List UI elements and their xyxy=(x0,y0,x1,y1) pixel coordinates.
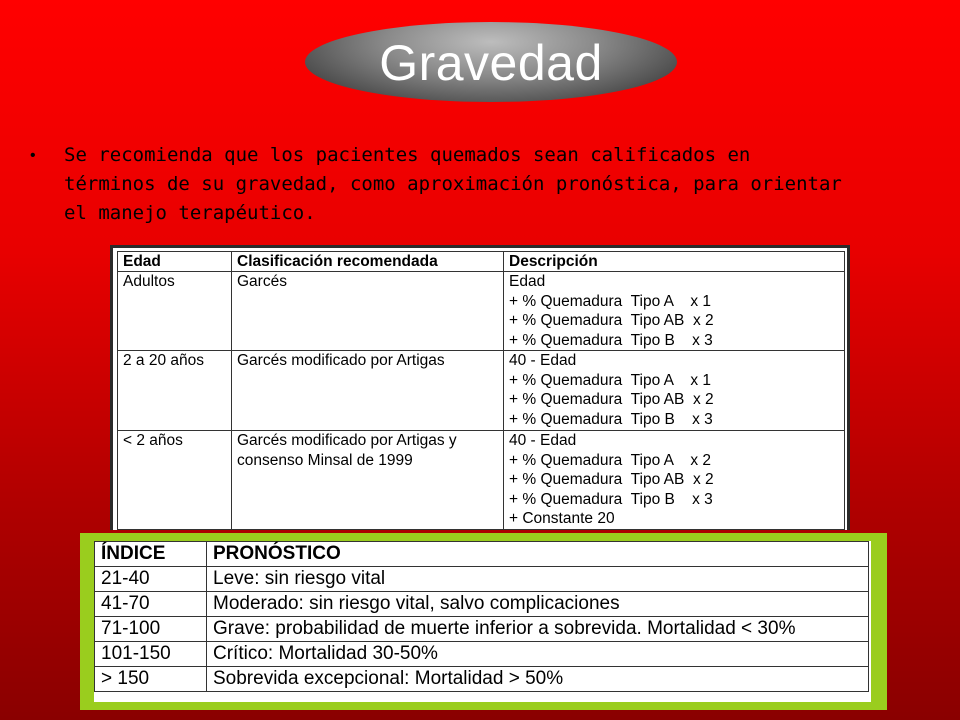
description-line: + % Quemadura Tipo A x 2 xyxy=(509,451,712,469)
column-header-clasificacion: Clasificación recomendada xyxy=(232,252,504,272)
description-line: 40 - Edad xyxy=(509,432,577,449)
description-line: + % Quemadura Tipo AB x 2 xyxy=(509,471,714,488)
cell-edad: 2 a 20 años xyxy=(118,351,232,431)
description-line: + % Quemadura Tipo A x 1 xyxy=(509,371,712,389)
cell-indice: 71-100 xyxy=(95,617,207,642)
description-line: + Constante 20 xyxy=(509,510,615,527)
table-row xyxy=(118,431,845,530)
bullet-marker: • xyxy=(30,147,36,164)
cell-descripcion xyxy=(504,431,845,530)
table-row xyxy=(95,667,869,692)
cell-edad: < 2 años xyxy=(118,431,232,530)
description-line: + % Quemadura Tipo B x 3 xyxy=(509,490,713,508)
cell-indice: 41-70 xyxy=(95,592,207,617)
cell-indice: > 150 xyxy=(95,667,207,692)
prognosis-table xyxy=(94,541,869,692)
column-header-pronostico: PRONÓSTICO xyxy=(207,542,869,567)
description-line: + % Quemadura Tipo AB x 2 xyxy=(509,312,714,329)
cell-pronostico: Moderado: sin riesgo vital, salvo complicaciones xyxy=(207,592,869,617)
cell-pronostico: Sobrevida excepcional: Mortalidad > 50% xyxy=(207,667,869,692)
prognosis-table-frame xyxy=(80,533,887,710)
table-header-row xyxy=(95,542,869,567)
table-row xyxy=(118,272,845,351)
description-line: + % Quemadura Tipo B x 3 xyxy=(509,331,713,349)
classification-table-image xyxy=(110,245,850,530)
table-row xyxy=(95,617,869,642)
cell-indice: 21-40 xyxy=(95,567,207,592)
title-banner xyxy=(305,22,677,102)
description-line: Edad xyxy=(509,273,546,290)
description-line: + % Quemadura Tipo B x 3 xyxy=(509,410,713,428)
description-line: 40 - Edad xyxy=(509,352,577,369)
bullet-point xyxy=(30,141,850,228)
cell-clasificacion: Garcés modificado por Artigas xyxy=(232,351,504,431)
cell-clasificacion: Garcés modificado por Artigas y consenso Minsal de 1999 xyxy=(232,431,504,530)
table-row xyxy=(95,592,869,617)
column-header-descripcion: Descripción xyxy=(504,252,845,272)
classification-table xyxy=(117,251,845,530)
cell-descripcion xyxy=(504,351,845,431)
table-header-row xyxy=(118,252,845,272)
table-row xyxy=(95,642,869,667)
cell-indice: 101-150 xyxy=(95,642,207,667)
table-row xyxy=(95,567,869,592)
bullet-text: Se recomienda que los pacientes quemados sean calificados en términos de su gravedad, como aproximación pronóstica, para orientar el manejo terapéutico. xyxy=(64,144,842,224)
cell-pronostico: Grave: probabilidad de muerte inferior a sobrevida. Mortalidad < 30% xyxy=(207,617,869,642)
slide-title: Gravedad xyxy=(379,35,603,91)
column-header-edad: Edad xyxy=(118,252,232,272)
column-header-indice: ÍNDICE xyxy=(95,542,207,567)
cell-pronostico: Crítico: Mortalidad 30-50% xyxy=(207,642,869,667)
cell-clasificacion: Garcés xyxy=(232,272,504,351)
table-row xyxy=(118,351,845,431)
cell-descripcion xyxy=(504,272,845,351)
description-line: + % Quemadura Tipo A x 1 xyxy=(509,292,712,310)
description-line: + % Quemadura Tipo AB x 2 xyxy=(509,391,714,408)
cell-edad: Adultos xyxy=(118,272,232,351)
cell-pronostico: Leve: sin riesgo vital xyxy=(207,567,869,592)
